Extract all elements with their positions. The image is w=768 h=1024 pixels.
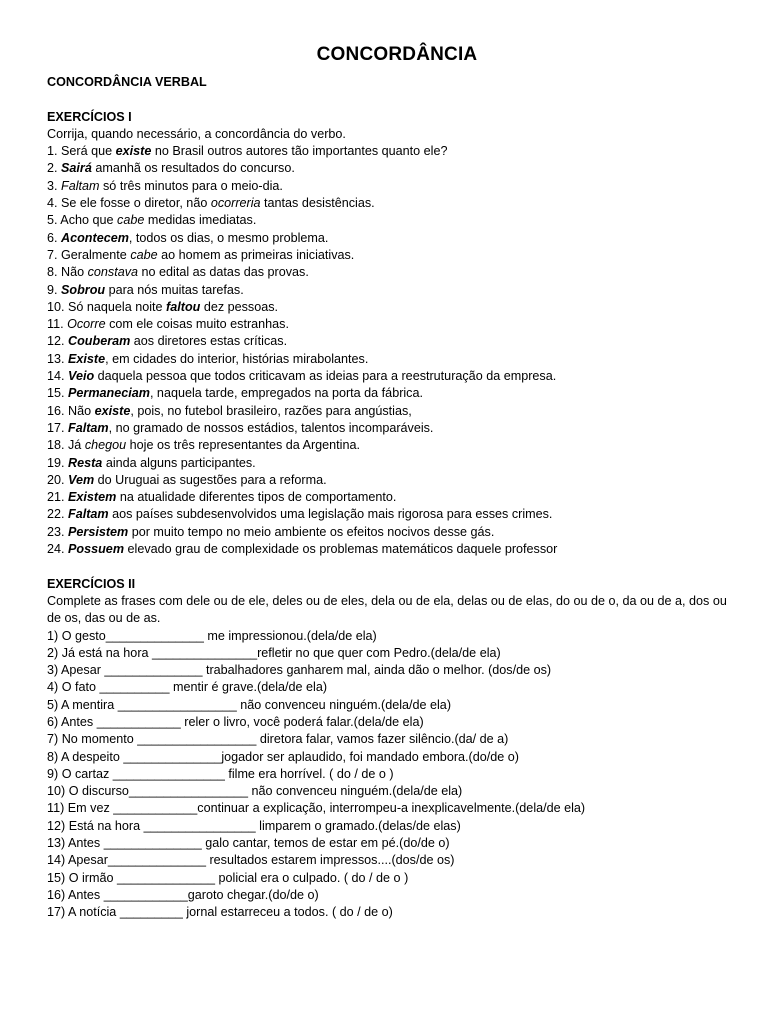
exercise-item <box>47 489 737 506</box>
fill-in-item: 7) No momento _________________ diretora falar, vamos fazer silêncio.(da/ de a) <box>47 732 509 747</box>
exercise-item <box>47 368 737 385</box>
section1-list <box>47 143 737 558</box>
exercise-verb: Faltam <box>68 420 109 435</box>
fill-in-item: 9) O cartaz ________________ filme era horrível. ( do / de o ) <box>47 766 394 781</box>
section1-instruction: Corrija, quando necessário, a concordância do verbo. <box>47 126 346 141</box>
exercise-item <box>47 143 737 160</box>
exercise-text: 10. Só naquela noite <box>47 299 167 314</box>
exercise-text: 22. <box>47 507 69 522</box>
fill-in-item: 17) A notícia _________ jornal estarreceu a todos. ( do / de o) <box>47 905 393 920</box>
exercise-text: , todos os dias, o mesmo problema. <box>128 230 329 245</box>
exercise-text: 16. Não <box>47 403 95 418</box>
exercise-text: 15. <box>47 386 69 401</box>
exercise-verb: existe <box>115 144 152 159</box>
exercise-item <box>47 541 737 558</box>
exercise-text: 3. <box>47 178 62 193</box>
exercise-text: 6. <box>47 230 62 245</box>
exercise-item <box>47 282 737 299</box>
exercise-item <box>47 351 737 368</box>
exercise-verb: Acontecem <box>61 230 129 245</box>
spacer <box>47 558 737 575</box>
exercise-verb: cabe <box>130 247 158 262</box>
exercise-text: 2. <box>47 161 62 176</box>
fill-in-item: 11) Em vez ____________continuar a explicação, interrompeu-a inexplicavelmente.(dela/de ela) <box>47 801 586 816</box>
exercise-verb: Ocorre <box>67 317 106 332</box>
fill-in-item: 16) Antes ____________garoto chegar.(do/de o) <box>47 887 319 902</box>
exercise-item <box>47 299 737 316</box>
exercise-item <box>47 212 737 229</box>
exercise-text: 9. <box>47 282 62 297</box>
exercise-text: 21. <box>47 490 69 505</box>
exercise-text: , naquela tarde, empregados na porta da fábrica. <box>149 386 423 401</box>
exercise-text: ainda alguns participantes. <box>102 455 256 470</box>
exercise-text: amanhã os resultados do concurso. <box>91 161 295 176</box>
fill-in-item: 6) Antes ____________ reler o livro, você poderá falar.(dela/de ela) <box>47 714 424 729</box>
section2-instruction: Complete as frases com dele ou de ele, deles ou de eles, dela ou de ela, delas ou de elas, do ou de o, da ou de a, dos ou de os, das ou de as. <box>47 593 727 626</box>
exercise-text: 14. <box>47 369 69 384</box>
exercise-verb: existe <box>94 403 131 418</box>
exercise-text: 7. Geralmente <box>47 247 131 262</box>
exercise-verb: chegou <box>84 438 127 453</box>
exercise-verb: cabe <box>117 213 145 228</box>
exercise-verb: Possuem <box>68 542 125 557</box>
exercise-text: para nós muitas tarefas. <box>105 282 244 297</box>
fill-in-item: 2) Já está na hora _______________refletir no que quer com Pedro.(dela/de ela) <box>47 645 501 660</box>
fill-in-item: 10) O discurso_________________ não convenceu ninguém.(dela/de ela) <box>47 784 463 799</box>
exercise-text: aos países subdesenvolvidos uma legislação mais rigorosa para esses crimes. <box>108 507 553 522</box>
exercise-verb: ocorreria <box>210 196 261 211</box>
exercise-verb: Resta <box>68 455 103 470</box>
exercise-item <box>47 455 737 472</box>
exercise-text: 1. Será que <box>47 144 116 159</box>
exercise-text: elevado grau de complexidade os problemas matemáticos daquele professor <box>124 542 558 557</box>
exercise-item <box>47 160 737 177</box>
exercise-text: 17. <box>47 420 69 435</box>
section2-list <box>47 628 737 922</box>
exercise-item <box>47 385 737 402</box>
exercise-item <box>47 437 737 454</box>
fill-in-item: 12) Está na hora ________________ limparem o gramado.(delas/de elas) <box>47 818 461 833</box>
exercise-item <box>47 472 737 489</box>
exercise-text: do Uruguai as sugestões para a reforma. <box>94 472 327 487</box>
exercise-text: ao homem as primeiras iniciativas. <box>157 247 355 262</box>
fill-in-item: 3) Apesar ______________ trabalhadores ganharem mal, ainda dão o melhor. (dos/de os) <box>47 663 552 678</box>
exercise-verb: Sobrou <box>61 282 106 297</box>
exercise-text: no Brasil outros autores tão importantes quanto ele? <box>151 144 448 159</box>
exercise-verb: Existem <box>68 490 117 505</box>
fill-in-item: 1) O gesto______________ me impressionou.(dela/de ela) <box>47 628 377 643</box>
spacer <box>47 91 737 108</box>
exercise-verb: Persistem <box>68 524 129 539</box>
exercise-text: 19. <box>47 455 69 470</box>
exercise-text: 20. <box>47 472 69 487</box>
exercise-text: com ele coisas muito estranhas. <box>105 317 289 332</box>
fill-in-item: 15) O irmão ______________ policial era o culpado. ( do / de o ) <box>47 870 409 885</box>
exercise-text: 8. Não <box>47 265 88 280</box>
fill-in-item: 5) A mentira _________________ não convenceu ninguém.(dela/de ela) <box>47 697 452 712</box>
exercise-text: aos diretores estas críticas. <box>130 334 288 349</box>
exercise-verb: Faltam <box>68 507 109 522</box>
fill-in-item: 14) Apesar______________ resultados estarem impressos....(dos/de os) <box>47 853 455 868</box>
exercise-text: 11. <box>47 317 68 332</box>
fill-in-item: 8) A despeito ______________jogador ser aplaudido, foi mandado embora.(do/de o) <box>47 749 519 764</box>
subtitle: CONCORDÂNCIA VERBAL <box>47 75 207 89</box>
exercise-verb: Veio <box>68 369 95 384</box>
exercise-item <box>47 524 737 541</box>
exercise-verb: Sairá <box>61 161 92 176</box>
exercise-text: por muito tempo no meio ambiente os efeitos nocivos desse gás. <box>128 524 495 539</box>
exercise-item <box>47 247 737 264</box>
exercise-item <box>47 506 737 523</box>
exercise-text: 12. <box>47 334 69 349</box>
exercise-text: 4. Se ele fosse o diretor, não <box>47 196 211 211</box>
exercise-text: na atualidade diferentes tipos de comportamento. <box>116 490 397 505</box>
section1-heading: EXERCÍCIOS I <box>47 109 132 124</box>
exercise-text: , no gramado de nossos estádios, talentos incomparáveis. <box>108 420 434 435</box>
exercise-item <box>47 403 737 420</box>
exercise-text: , pois, no futebol brasileiro, razões para angústias, <box>130 403 412 418</box>
exercise-verb: Existe <box>68 351 106 366</box>
document-page <box>47 44 737 922</box>
exercise-verb: Vem <box>68 472 95 487</box>
exercise-verb: faltou <box>166 299 201 314</box>
exercise-item <box>47 333 737 350</box>
page-title: CONCORDÂNCIA <box>316 44 478 65</box>
exercise-text: 18. Já <box>47 438 85 453</box>
exercise-text: 5. Acho que <box>47 213 118 228</box>
exercise-text: daquela pessoa que todos criticavam as ideias para a reestruturação da empresa. <box>94 369 557 384</box>
exercise-text: tantas desistências. <box>260 196 375 211</box>
exercise-text: 23. <box>47 524 69 539</box>
exercise-verb: Permaneciam <box>68 386 150 401</box>
exercise-text: 13. <box>47 351 69 366</box>
exercise-text: dez pessoas. <box>200 299 279 314</box>
exercise-item <box>47 420 737 437</box>
exercise-item <box>47 316 737 333</box>
exercise-text: , em cidades do interior, histórias mirabolantes. <box>105 351 369 366</box>
exercise-text: medidas imediatas. <box>144 213 257 228</box>
exercise-verb: Couberam <box>68 334 131 349</box>
fill-in-item: 13) Antes ______________ galo cantar, temos de estar em pé.(do/de o) <box>47 836 450 851</box>
exercise-verb: Faltam <box>61 178 100 193</box>
exercise-text: no edital as datas das provas. <box>138 265 309 280</box>
exercise-item <box>47 230 737 247</box>
exercise-text: hoje os três representantes da Argentina. <box>126 438 360 453</box>
section2-heading: EXERCÍCIOS II <box>47 576 136 591</box>
exercise-item <box>47 178 737 195</box>
exercise-item <box>47 264 737 281</box>
exercise-text: 24. <box>47 542 69 557</box>
exercise-item <box>47 195 737 212</box>
exercise-text: só três minutos para o meio-dia. <box>99 178 283 193</box>
exercise-verb: constava <box>87 265 139 280</box>
fill-in-item: 4) O fato __________ mentir é grave.(dela/de ela) <box>47 680 328 695</box>
